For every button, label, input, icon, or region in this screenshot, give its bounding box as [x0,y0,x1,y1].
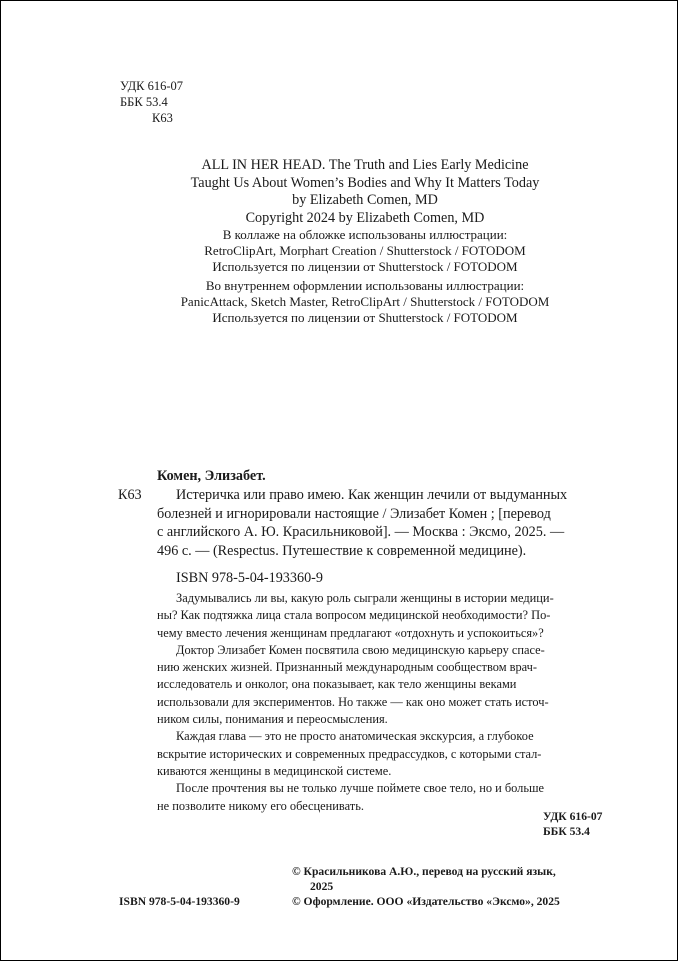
interior-credit-line: PanicAttack, Sketch Master, RetroClipArt / Shutterstock / FOTODOM [180,294,550,310]
original-author-line: by Elizabeth Comen, MD [292,192,438,209]
copyright-translation: © Красильникова А.Ю., перевод на русский язык, [292,865,556,878]
annotation-line: Доктор Элизабет Комен посвятила свою медицинскую карьеру спасе- [176,642,545,657]
description-line: с английского А. Ю. Красильниковой]. — Москва : Эксмо, 2025. — [157,524,565,540]
original-title-line: Taught Us About Women’s Bodies and Why It Matters Today [190,174,540,191]
original-edition-block [100,157,630,228]
footer-isbn: ISBN 978-5-04-193360-9 [119,895,240,908]
author-mark: К63 [152,111,173,125]
interior-credits-block [100,278,630,327]
annotation-line: Задумывались ли вы, какую роль сыграли женщины в истории медици- [176,591,554,605]
description-line: 496 с. — (Respectus. Путешествие к современной медицине). [157,542,527,559]
annotation-line: не позволите никому его обесценивать. [157,798,364,813]
annotation [157,590,613,815]
original-copyright-line: Copyright 2024 by Elizabeth Comen, MD [245,210,485,227]
interior-credit-line: Во внутреннем оформлении использованы иллюстрации: [205,278,525,293]
annotation-line: ны? Как подтяжка лица стала вопросом медицинской необходимости? По- [157,608,551,623]
cover-credits-block [100,227,630,276]
bibliographic-description [157,486,567,560]
annotation-line: вскрытие исторических и современных предрассудков, с которыми стал- [157,746,542,761]
annotation-line: киваются женщины в медицинской системе. [157,763,392,778]
cover-credit-line: Используется по лицензии от Shutterstock / FOTODOM [212,259,518,275]
description-line: Истеричка или право имею. Как женщин лечили от выдуманных [176,487,568,503]
isbn-record: ISBN 978-5-04-193360-9 [176,570,323,586]
cover-credit-line: RetroClipArt, Morphart Creation / Shutterstock / FOTODOM [204,243,526,259]
copyright-design: © Оформление. ООО «Издательство «Эксмо», 2025 [292,895,560,908]
footer-udk: УДК 616-07 [543,810,603,823]
description-line: болезней и игнорировали настоящие / Элизабет Комен ; [перевод [157,505,551,522]
author-heading: Комен, Элизабет. [157,468,266,484]
annotation-line: использовали для экспериментов. Но также — как оно может стать источ- [157,694,549,709]
annotation-line: исследователь и онколог, она показывает, как тело женщины веками [157,677,517,692]
annotation-line: После прочтения вы не только лучше поймете свое тело, но и больше [176,781,545,796]
annotation-line: чему вместо лечения женщинам предлагают «отдохнуть и успокоиться»? [157,625,544,640]
copyright-translation-year: 2025 [310,880,334,893]
annotation-line: ником силы, понимания и переосмысления. [157,712,388,727]
original-title-line: ALL IN HER HEAD. The Truth and Lies Early Medicine [201,157,529,173]
bbk-code: ББК 53.4 [120,95,168,109]
footer-bbk: ББК 53.4 [543,825,590,838]
call-mark: К63 [118,487,142,503]
annotation-line: нию женских жизней. Признанный международным сообществом врач- [157,660,538,675]
udk-code: УДК 616-07 [120,79,183,93]
annotation-line: Каждая глава — это не просто анатомическая экскурсия, а глубокое [176,729,534,744]
cover-credit-line: В коллаже на обложке использованы иллюстрации: [222,227,508,242]
interior-credit-line: Используется по лицензии от Shutterstock / FOTODOM [212,310,518,326]
